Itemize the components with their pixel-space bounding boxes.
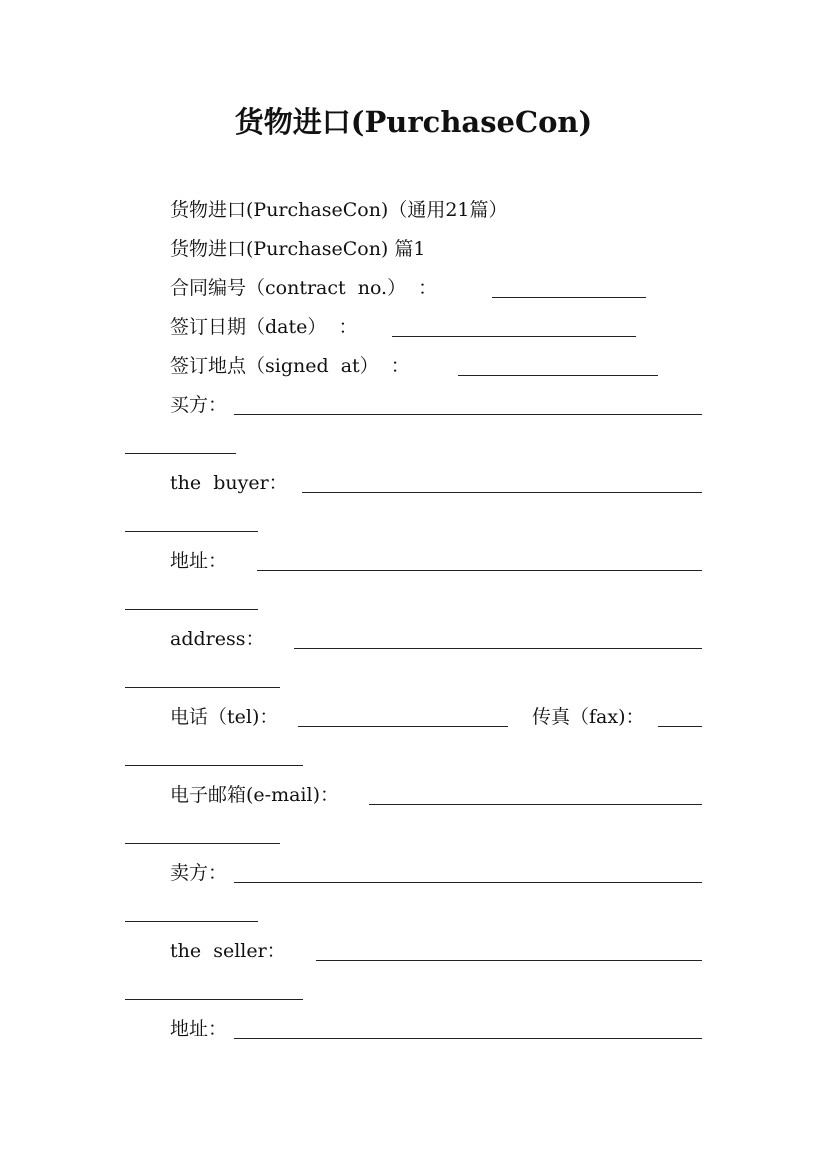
date-label: 签订日期（date） ： bbox=[170, 316, 358, 338]
contract-no-blank[interactable] bbox=[492, 297, 646, 298]
place-label: 签订地点（signed at） ： bbox=[170, 355, 410, 377]
contract-no-row bbox=[0, 276, 827, 300]
seller-cn-row-wrap bbox=[0, 900, 827, 924]
buyer-address-cn-row-wrap bbox=[0, 588, 827, 612]
buyer-en-row-wrap bbox=[0, 510, 827, 534]
buyer-cn-blank-cont[interactable] bbox=[125, 453, 236, 454]
buyer-tel-fax-row bbox=[0, 705, 827, 729]
place-row bbox=[0, 354, 827, 378]
seller-address-cn-row bbox=[0, 1017, 827, 1041]
buyer-tel-blank[interactable] bbox=[298, 726, 508, 727]
buyer-cn-row bbox=[0, 393, 827, 417]
place-blank[interactable] bbox=[458, 375, 658, 376]
seller-en-blank-cont[interactable] bbox=[125, 999, 303, 1000]
seller-cn-blank[interactable] bbox=[234, 882, 702, 883]
seller-cn-row bbox=[0, 861, 827, 885]
seller-cn-label: 卖方： bbox=[170, 862, 228, 884]
buyer-address-en-row-wrap bbox=[0, 666, 827, 690]
buyer-email-blank[interactable] bbox=[369, 804, 702, 805]
seller-en-row bbox=[0, 939, 827, 963]
subtitle: 货物进口(PurchaseCon)（通用21篇） bbox=[170, 199, 508, 221]
document-title: 货物进口(PurchaseCon) bbox=[234, 105, 593, 139]
buyer-cn-label: 买方： bbox=[170, 394, 228, 416]
buyer-en-label: the buyer： bbox=[170, 472, 288, 494]
buyer-cn-row-wrap bbox=[0, 432, 827, 456]
buyer-email-row bbox=[0, 783, 827, 807]
buyer-address-cn-row bbox=[0, 549, 827, 573]
seller-en-blank[interactable] bbox=[316, 960, 702, 961]
buyer-en-blank-cont[interactable] bbox=[125, 531, 258, 532]
buyer-email-row-wrap bbox=[0, 822, 827, 846]
buyer-cn-blank[interactable] bbox=[234, 414, 702, 415]
buyer-en-row bbox=[0, 471, 827, 495]
buyer-fax-row-wrap bbox=[0, 744, 827, 768]
buyer-email-label: 电子邮箱(e-mail)： bbox=[170, 784, 339, 806]
seller-en-row-wrap bbox=[0, 978, 827, 1002]
buyer-address-cn-label: 地址： bbox=[170, 550, 228, 572]
buyer-address-en-label: address： bbox=[170, 628, 265, 650]
buyer-email-blank-cont[interactable] bbox=[125, 843, 280, 844]
seller-address-cn-label: 地址： bbox=[170, 1018, 228, 1040]
contract-no-label: 合同编号（contract no.） ： bbox=[170, 277, 438, 299]
section-heading: 货物进口(PurchaseCon) 篇1 bbox=[170, 238, 426, 260]
buyer-address-cn-blank-cont[interactable] bbox=[125, 609, 258, 610]
buyer-fax-label: 传真（fax)： bbox=[532, 706, 645, 728]
buyer-tel-label: 电话（tel)： bbox=[170, 706, 279, 728]
seller-address-cn-blank[interactable] bbox=[234, 1038, 702, 1039]
buyer-address-en-row bbox=[0, 627, 827, 651]
buyer-address-en-blank-cont[interactable] bbox=[125, 687, 280, 688]
date-row bbox=[0, 315, 827, 339]
buyer-en-blank[interactable] bbox=[302, 492, 702, 493]
buyer-fax-blank-cont[interactable] bbox=[125, 765, 303, 766]
subtitle-line bbox=[0, 198, 827, 222]
seller-en-label: the seller： bbox=[170, 940, 286, 962]
section-heading-line bbox=[0, 237, 827, 261]
buyer-fax-blank[interactable] bbox=[658, 726, 702, 727]
buyer-address-en-blank[interactable] bbox=[294, 648, 702, 649]
seller-cn-blank-cont[interactable] bbox=[125, 921, 258, 922]
buyer-address-cn-blank[interactable] bbox=[257, 570, 702, 571]
date-blank[interactable] bbox=[392, 336, 636, 337]
